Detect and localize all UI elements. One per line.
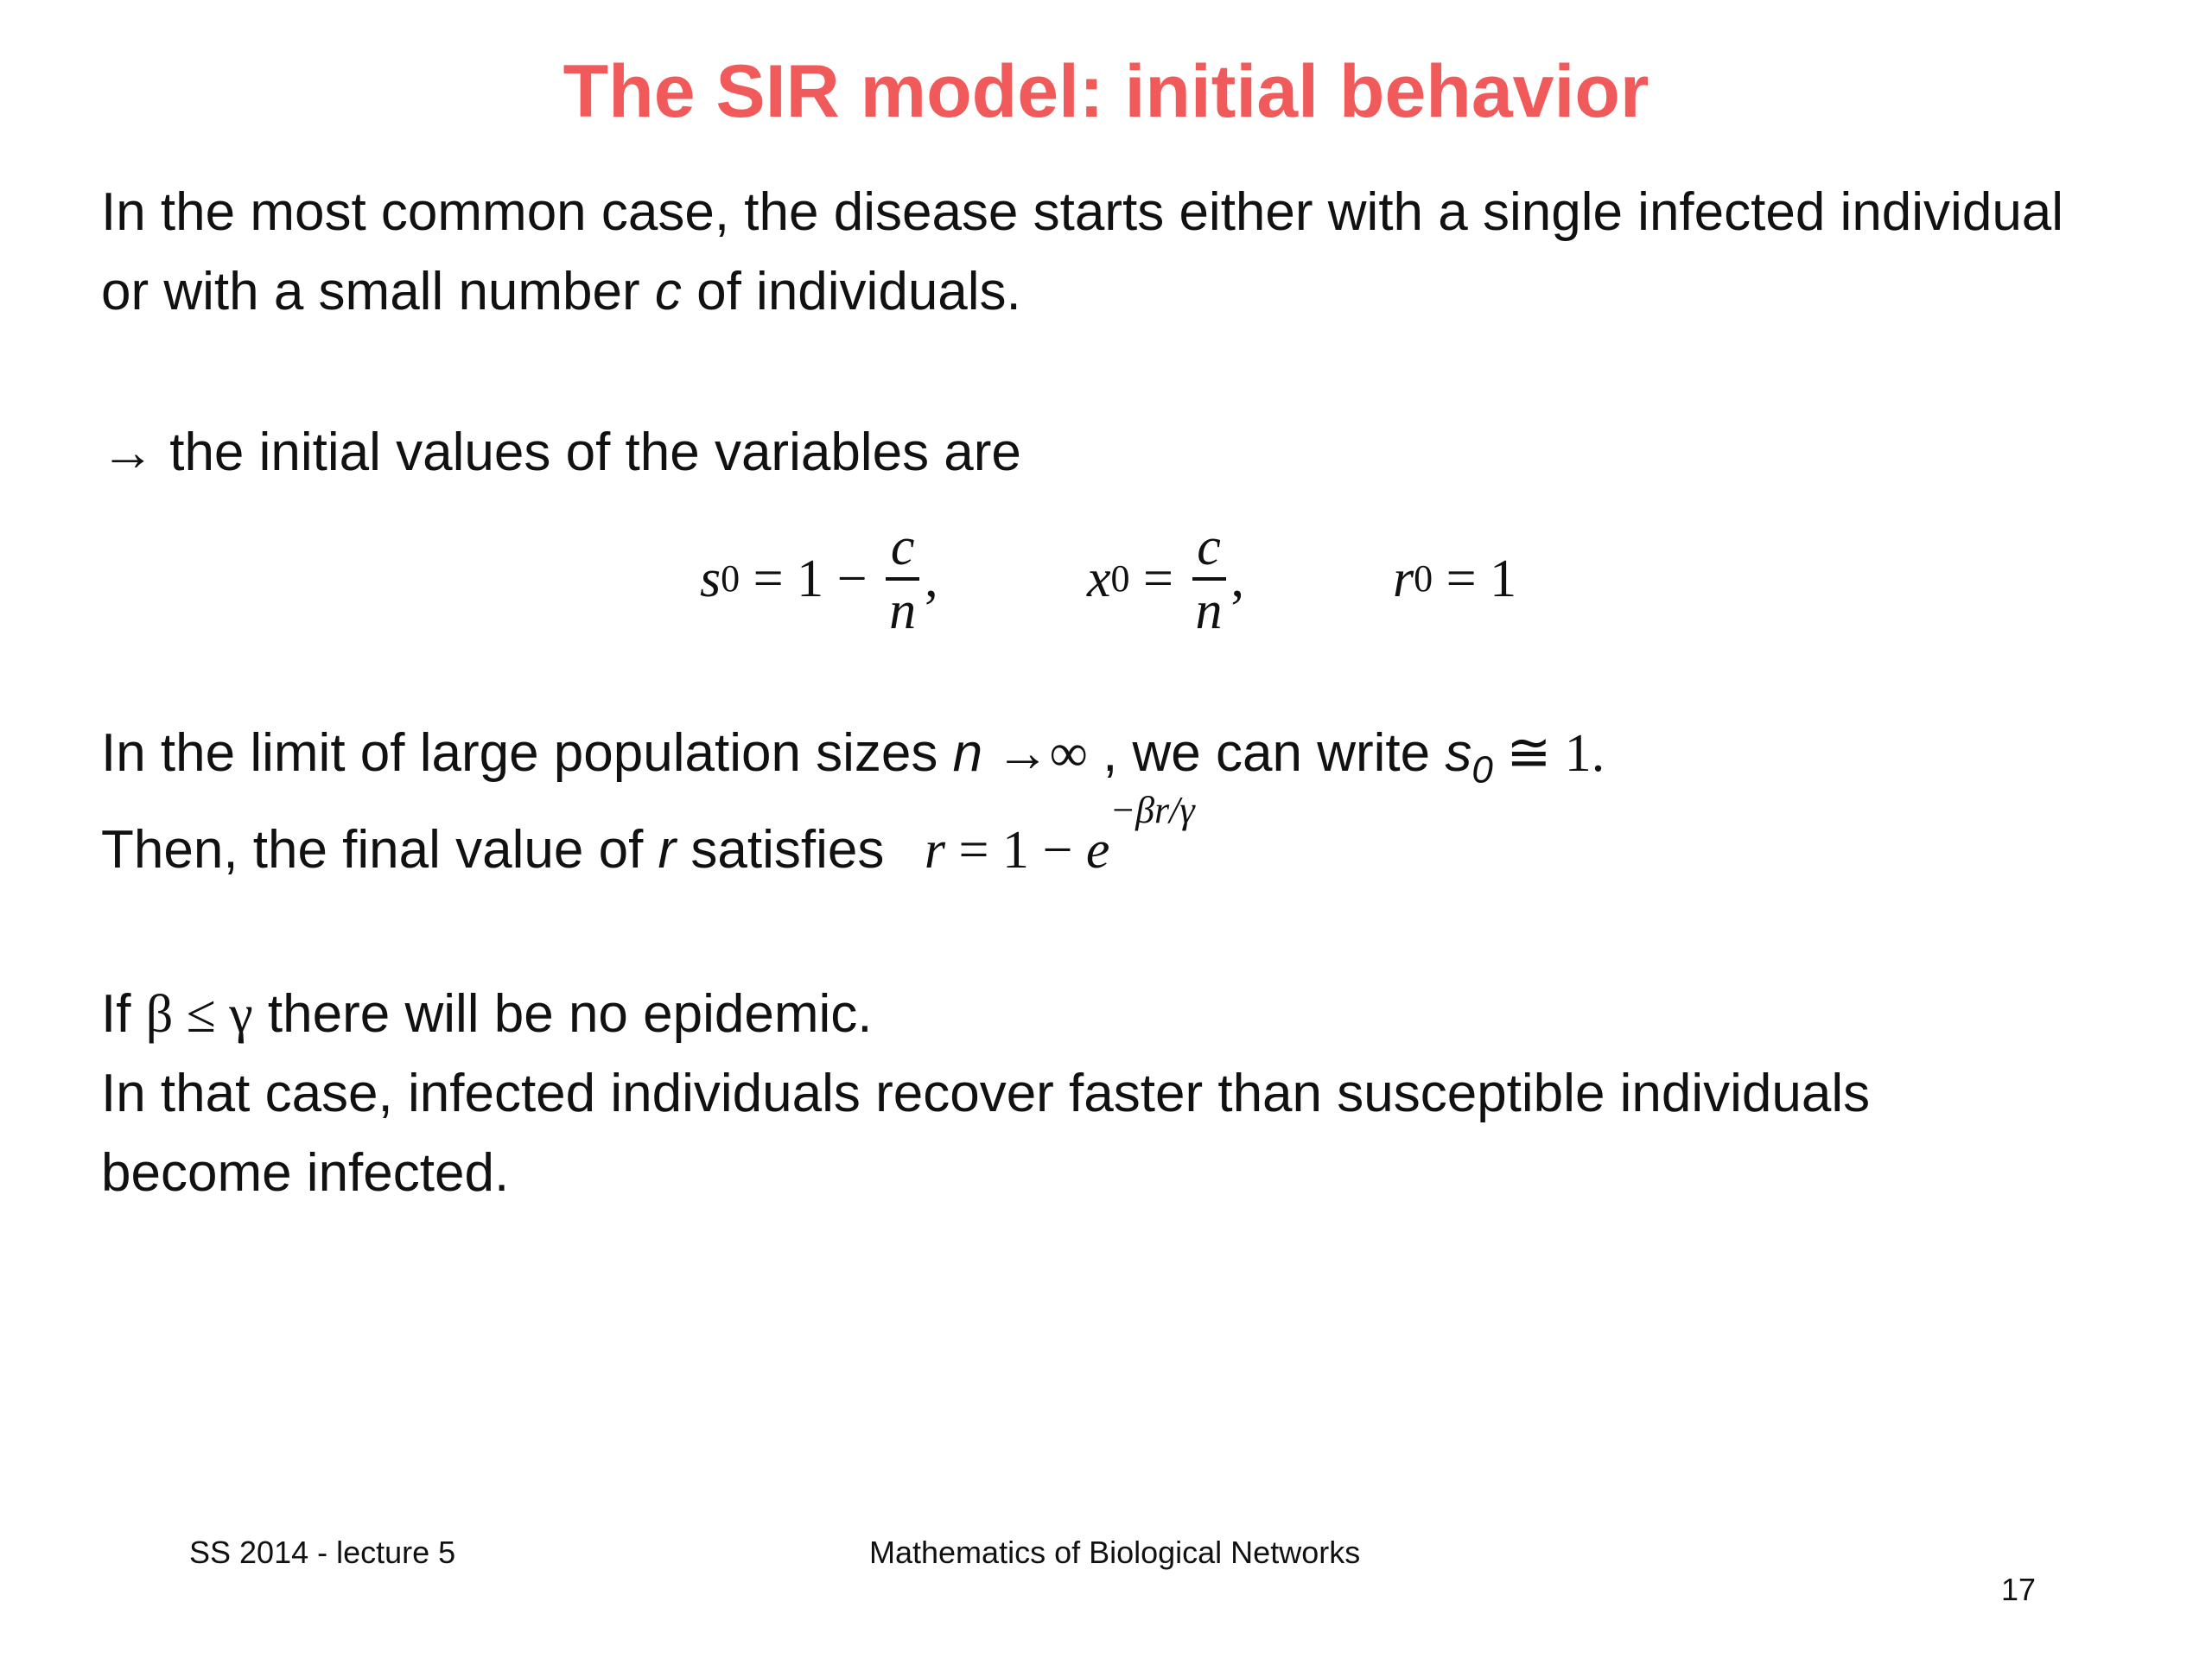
intro-text-2-after: of individuals. [681,262,1021,321]
fraction-bar [1192,577,1226,581]
fraction-denominator: n [889,582,917,640]
large-population-line [101,714,1605,793]
slide-title: The SIR model: initial behavior [563,50,1649,133]
equation-r0: r 0 = 1 [1393,549,1517,608]
equation-x0: x 0 = $\frac{c}{n}$ , [1087,518,1244,640]
satisfies-text: satisfies [676,820,899,880]
footer-course: Mathematics of Biological Networks [869,1535,1361,1570]
right-arrow-icon: → [101,423,155,482]
eq-final-e: e [1085,821,1110,880]
initial-values-text: the initial values of the variables are [155,423,1021,482]
eq-x-comma: , [1230,549,1244,608]
eq-x-var: x [1087,549,1111,608]
variable-s-sub: 0 [1471,748,1493,791]
recovery-text-2: become infected. [101,1143,510,1203]
eq-final-exponent: −βr/γ [1109,789,1195,832]
eq-x-rel: = [1129,549,1187,608]
intro-text-2-before: or with a small number [101,262,655,321]
intro-text-1: In the most common case, the disease starts either with a single infected individual [101,182,2064,242]
footer-lecture: SS 2014 - lecture 5 [189,1535,456,1570]
no-epidemic-text: there will be no epidemic. [252,984,873,1044]
variable-n: n [952,723,983,783]
beta-gamma-condition: β ≤ γ [145,985,253,1044]
recovery-line-1 [101,1054,1870,1134]
initial-values-equations [0,510,2212,648]
fraction-denominator: n [1195,582,1223,640]
limit-arrow: →∞ [982,724,1088,783]
fraction-numerator: c [890,518,915,576]
eq-final-r: r [924,821,945,880]
eq-r-rel: = 1 [1433,549,1517,608]
variable-r: r [658,820,677,880]
fraction-c-over-n [886,520,919,638]
fraction-bar [886,577,919,581]
eq-s-var: s [700,549,721,608]
final-value-text: Then, the final value of [101,820,658,880]
no-epidemic-line [101,975,873,1054]
fraction-numerator: c [1197,518,1221,576]
fraction-c-over-n [1192,520,1226,638]
recovery-text-1: In that case, infected individuals recover faster than susceptible individuals [101,1064,1871,1123]
large-pop-mid: , we can write [1087,723,1446,783]
equation-s0: s 0 = 1 − $\frac{c}{n}$ , [700,518,938,640]
eq-s-comma: , [925,549,938,608]
approx-one: ≅ 1. [1492,724,1605,783]
page-number: 17 [2001,1572,2037,1607]
eq-r-var: r [1393,549,1414,608]
intro-line-1 [101,173,2063,252]
final-value-line [101,789,1195,890]
if-text: If [101,984,146,1044]
eq-s-rel: = 1 − [740,549,881,608]
intro-line-2 [101,252,1021,332]
eq-final-mid: = 1 − [944,821,1086,880]
initial-values-line [101,413,1021,493]
variable-s: s [1445,723,1472,783]
recovery-line-2 [101,1134,509,1213]
variable-c: c [654,262,682,321]
large-pop-text: In the limit of large population sizes [101,723,953,783]
